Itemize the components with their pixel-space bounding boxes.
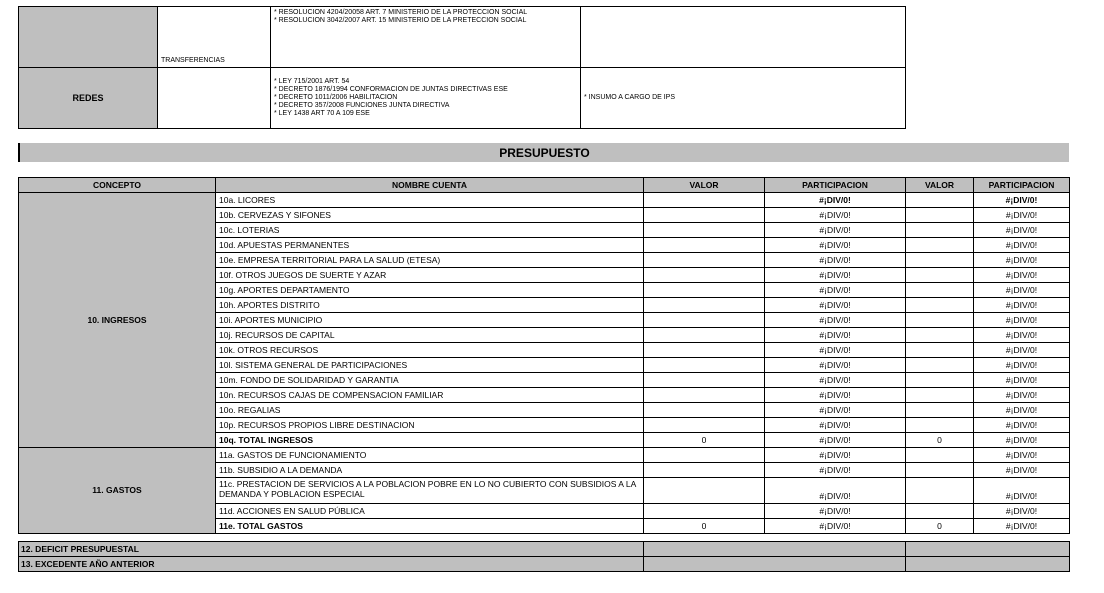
account-name: 10m. FONDO DE SOLIDARIDAD Y GARANTIA [216, 373, 644, 388]
participation-cell: #¡DIV/0! [974, 403, 1070, 418]
participation-cell: #¡DIV/0! [765, 193, 906, 208]
value-cell[interactable] [906, 418, 974, 433]
value-cell[interactable] [644, 328, 765, 343]
participation-cell: #¡DIV/0! [765, 448, 906, 463]
gastos-group-label: 11. GASTOS [19, 448, 216, 534]
table-row [19, 448, 1070, 463]
participation-cell: #¡DIV/0! [765, 223, 906, 238]
account-name: 11b. SUBSIDIO A LA DEMANDA [216, 463, 644, 478]
participation-cell: #¡DIV/0! [974, 298, 1070, 313]
value-cell[interactable] [644, 463, 765, 478]
account-name: 10p. RECURSOS PROPIOS LIBRE DESTINACION [216, 418, 644, 433]
redes-note: * INSUMO A CARGO DE IPS [581, 68, 906, 129]
deficit-value-2[interactable] [906, 542, 1070, 557]
account-name: 10c. LOTERIAS [216, 223, 644, 238]
account-name: 10o. REGALIAS [216, 403, 644, 418]
header-valor: VALOR [644, 178, 765, 193]
value-cell[interactable] [644, 298, 765, 313]
participation-cell: #¡DIV/0! [974, 388, 1070, 403]
value-cell[interactable] [906, 268, 974, 283]
participation-cell: #¡DIV/0! [974, 433, 1070, 448]
value-cell[interactable] [906, 343, 974, 358]
value-cell[interactable] [906, 504, 974, 519]
row-label-cell-empty [19, 7, 158, 68]
participation-cell: #¡DIV/0! [974, 223, 1070, 238]
participation-cell: #¡DIV/0! [974, 418, 1070, 433]
account-name: 11a. GASTOS DE FUNCIONAMIENTO [216, 448, 644, 463]
value-cell[interactable] [644, 403, 765, 418]
participation-cell: #¡DIV/0! [765, 373, 906, 388]
redes-norms [271, 68, 581, 129]
participation-cell: #¡DIV/0! [765, 313, 906, 328]
account-name: 11e. TOTAL GASTOS [216, 519, 644, 534]
account-name: 10e. EMPRESA TERRITORIAL PARA LA SALUD (ETESA) [216, 253, 644, 268]
value-cell[interactable] [906, 193, 974, 208]
deficit-label: 12. DEFICIT PRESUPUESTAL [19, 542, 644, 557]
account-name: 11c. PRESTACION DE SERVICIOS A LA POBLACION POBRE EN LO NO CUBIERTO CON SUBSIDIOS A LA DEMANDA Y POBLACION ESPECIAL [216, 478, 644, 504]
account-name: 10b. CERVEZAS Y SIFONES [216, 208, 644, 223]
value-cell[interactable] [906, 448, 974, 463]
participation-cell: #¡DIV/0! [765, 504, 906, 519]
value-cell[interactable] [644, 504, 765, 519]
transferencias-note [581, 7, 906, 68]
value-cell[interactable] [644, 418, 765, 433]
norm-line: * DECRETO 1876/1994 CONFORMACION DE JUNTAS DIRECTIVAS ESE [274, 86, 508, 93]
header-participacion: PARTICIPACION [765, 178, 906, 193]
account-name: 10f. OTROS JUEGOS DE SUERTE Y AZAR [216, 268, 644, 283]
value-cell[interactable] [906, 313, 974, 328]
norm-line: * LEY 1438 ART 70 A 109 ESE [274, 110, 370, 117]
value-cell[interactable] [906, 253, 974, 268]
redes-label: REDES [19, 68, 158, 129]
redes-sub-cell [158, 68, 271, 129]
participation-cell: #¡DIV/0! [765, 208, 906, 223]
value-cell[interactable] [906, 373, 974, 388]
value-cell[interactable] [906, 478, 974, 504]
deficit-value[interactable] [644, 542, 906, 557]
account-name: 10g. APORTES DEPARTAMENTO [216, 283, 644, 298]
value-cell[interactable] [644, 373, 765, 388]
value-cell[interactable] [644, 238, 765, 253]
participation-cell: #¡DIV/0! [765, 433, 906, 448]
participation-cell: #¡DIV/0! [765, 388, 906, 403]
participation-cell: #¡DIV/0! [974, 448, 1070, 463]
excedente-value-2[interactable] [906, 557, 1070, 572]
value-cell[interactable] [906, 223, 974, 238]
header-concepto: CONCEPTO [19, 178, 216, 193]
participation-cell: #¡DIV/0! [974, 504, 1070, 519]
participation-cell: #¡DIV/0! [974, 268, 1070, 283]
value-cell[interactable] [644, 283, 765, 298]
account-name: 10a. LICORES [216, 193, 644, 208]
value-cell[interactable] [906, 403, 974, 418]
participation-cell: #¡DIV/0! [974, 358, 1070, 373]
table-row [19, 193, 1070, 208]
header-nombre-cuenta: NOMBRE CUENTA [216, 178, 644, 193]
participation-cell: #¡DIV/0! [765, 328, 906, 343]
participation-cell: #¡DIV/0! [974, 238, 1070, 253]
participation-cell: #¡DIV/0! [974, 253, 1070, 268]
value-cell[interactable] [906, 238, 974, 253]
participation-cell: #¡DIV/0! [974, 313, 1070, 328]
value-cell[interactable] [906, 298, 974, 313]
participation-cell: #¡DIV/0! [765, 238, 906, 253]
participation-cell: #¡DIV/0! [974, 478, 1070, 504]
section-title: PRESUPUESTO [18, 143, 1069, 162]
value-cell[interactable] [644, 343, 765, 358]
ingresos-group-label: 10. INGRESOS [19, 193, 216, 448]
value-cell[interactable] [906, 208, 974, 223]
norms-table [18, 6, 906, 129]
value-cell[interactable] [644, 478, 765, 504]
value-cell[interactable] [644, 313, 765, 328]
participation-cell: #¡DIV/0! [765, 418, 906, 433]
value-cell[interactable] [644, 223, 765, 238]
account-name: 10n. RECURSOS CAJAS DE COMPENSACION FAMILIAR [216, 388, 644, 403]
excedente-value[interactable] [644, 557, 906, 572]
participation-cell: #¡DIV/0! [974, 343, 1070, 358]
transferencias-norms [271, 7, 581, 68]
account-name: 10j. RECURSOS DE CAPITAL [216, 328, 644, 343]
header-participacion: PARTICIPACION [974, 178, 1070, 193]
participation-cell: #¡DIV/0! [765, 463, 906, 478]
value-cell[interactable] [644, 268, 765, 283]
participation-cell: #¡DIV/0! [765, 478, 906, 504]
value-cell[interactable] [906, 283, 974, 298]
norm-line: * RESOLUCION 4204/20058 ART. 7 MINISTERIO DE LA PROTECCION SOCIAL [274, 9, 528, 16]
summary-table [18, 541, 1070, 572]
header-valor: VALOR [906, 178, 974, 193]
participation-cell: #¡DIV/0! [765, 283, 906, 298]
norm-line: * DECRETO 1011/2006 HABILITACION [274, 94, 398, 101]
account-name: 10d. APUESTAS PERMANENTES [216, 238, 644, 253]
participation-cell: #¡DIV/0! [765, 268, 906, 283]
value-cell[interactable] [644, 358, 765, 373]
value-cell[interactable]: 0 [906, 433, 974, 448]
account-name: 10q. TOTAL INGRESOS [216, 433, 644, 448]
norm-line: * RESOLUCION 3042/2007 ART. 15 MINISTERIO DE LA PRETECCION SOCIAL [274, 17, 527, 24]
value-cell[interactable] [644, 193, 765, 208]
participation-cell: #¡DIV/0! [974, 373, 1070, 388]
participation-cell: #¡DIV/0! [765, 343, 906, 358]
value-cell[interactable] [906, 463, 974, 478]
account-name: 10h. APORTES DISTRITO [216, 298, 644, 313]
participation-cell: #¡DIV/0! [974, 328, 1070, 343]
value-cell[interactable] [906, 388, 974, 403]
account-name: 10k. OTROS RECURSOS [216, 343, 644, 358]
norm-line: * LEY 715/2001 ART. 54 [274, 78, 350, 85]
participation-cell: #¡DIV/0! [974, 463, 1070, 478]
participation-cell: #¡DIV/0! [765, 253, 906, 268]
participation-cell: #¡DIV/0! [765, 358, 906, 373]
value-cell[interactable] [906, 328, 974, 343]
participation-cell: #¡DIV/0! [974, 519, 1070, 534]
value-cell[interactable] [906, 358, 974, 373]
value-cell[interactable]: 0 [906, 519, 974, 534]
value-cell[interactable] [644, 253, 765, 268]
value-cell[interactable]: 0 [644, 519, 765, 534]
participation-cell: #¡DIV/0! [974, 193, 1070, 208]
participation-cell: #¡DIV/0! [765, 403, 906, 418]
excedente-label: 13. EXCEDENTE AÑO ANTERIOR [19, 557, 644, 572]
account-name: 10l. SISTEMA GENERAL DE PARTICIPACIONES [216, 358, 644, 373]
participation-cell: #¡DIV/0! [974, 208, 1070, 223]
participation-cell: #¡DIV/0! [765, 519, 906, 534]
budget-table [18, 177, 1070, 534]
value-cell[interactable] [644, 448, 765, 463]
value-cell[interactable]: 0 [644, 433, 765, 448]
value-cell[interactable] [644, 208, 765, 223]
account-name: 11d. ACCIONES EN SALUD PÚBLICA [216, 504, 644, 519]
participation-cell: #¡DIV/0! [765, 298, 906, 313]
account-name: 10i. APORTES MUNICIPIO [216, 313, 644, 328]
norm-line: * DECRETO 357/2008 FUNCIONES JUNTA DIRECTIVA [274, 102, 450, 109]
transferencias-label: TRANSFERENCIAS [158, 7, 271, 68]
participation-cell: #¡DIV/0! [974, 283, 1070, 298]
value-cell[interactable] [644, 388, 765, 403]
